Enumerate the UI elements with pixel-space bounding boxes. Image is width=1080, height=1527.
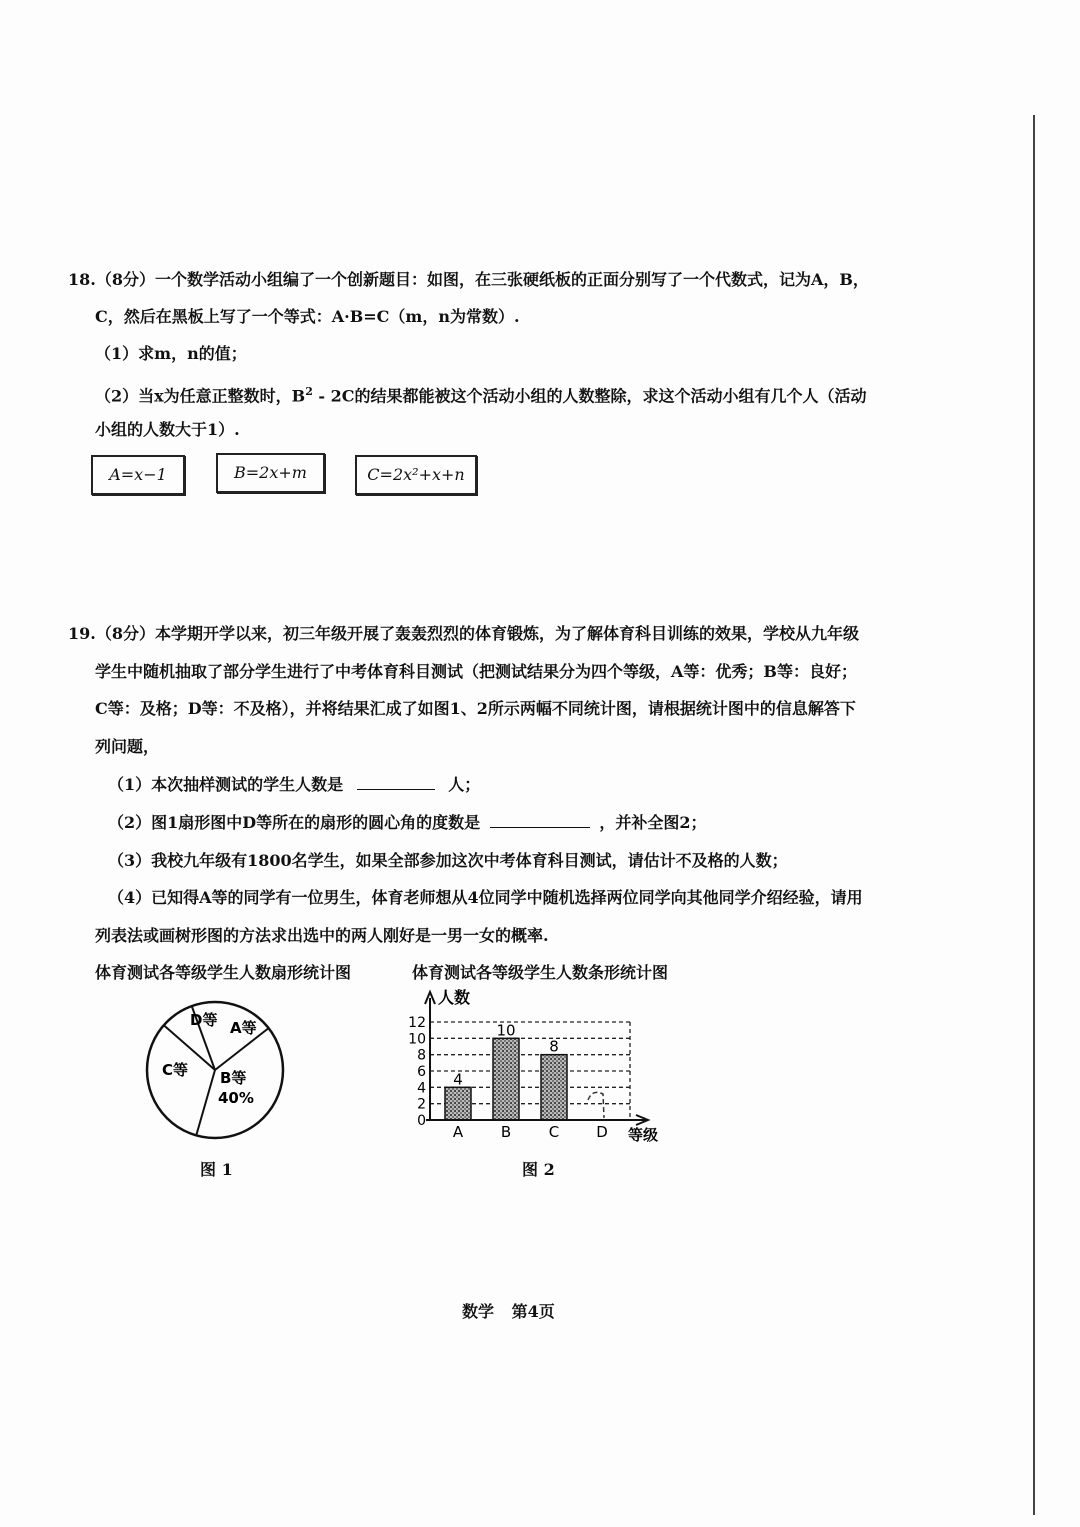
q18-part1: （1）求m，n的值； — [95, 344, 247, 363]
q19-part2-b: ，并补全图2； — [599, 813, 707, 832]
bar-value-label-C: 8 — [549, 1037, 559, 1056]
bar-chart-title: 体育测试各等级学生人数条形统计图 — [412, 963, 669, 982]
fig1-caption: 图 1 — [200, 1160, 233, 1179]
y-tick-label-0: 0 — [417, 1113, 426, 1129]
q18-part2-sup: 2 — [305, 385, 313, 398]
bar-A — [445, 1087, 471, 1120]
y-tick-label-2: 2 — [417, 1096, 426, 1113]
y-tick-label-12: 12 — [408, 1015, 426, 1031]
answer-blank-1[interactable] — [357, 775, 435, 790]
bar-value-label-B: 10 — [496, 1021, 516, 1040]
bar-y-label: 人数 — [438, 988, 471, 1007]
card-c: C=2x²+x+n — [355, 455, 477, 495]
card-a: A=x−1 — [91, 455, 185, 495]
bar-C — [541, 1055, 567, 1120]
x-tick-label-D: D — [596, 1123, 608, 1141]
q19-line4: 列问题， — [95, 737, 160, 756]
q19-part3: （3）我校九年级有1800名学生，如果全部参加这次中考体育科目测试，请估计不及格的人数； — [108, 851, 788, 870]
bar-x-label: 等级 — [628, 1126, 659, 1142]
bar-y-ticks — [408, 1015, 426, 1129]
q19-part4: （4）已知得A等的同学有一位男生，体育老师想从4位同学中随机选择两位同学向其他同学介绍经验，请用 — [108, 888, 863, 907]
q19-line1: 19.（8分）本学期开学以来，初三年级开展了轰轰烈烈的体育锻炼，为了解体育科目训练的效果，学校从九年级 — [68, 624, 859, 643]
pie-label-b: B等 — [220, 1069, 247, 1087]
bar-B — [493, 1038, 519, 1120]
pie-label-b-percent: 40% — [218, 1089, 254, 1107]
x-tick-label-B: B — [500, 1123, 512, 1141]
q19-part4-cont: 列表法或画树形图的方法求出选中的两人刚好是一男一女的概率. — [95, 926, 549, 945]
page-edge-line — [1033, 115, 1035, 1515]
q18-line1: 18.（8分）一个数学活动小组编了一个创新题目：如图，在三张硬纸板的正面分别写了一个代数式，记为A，B， — [68, 270, 869, 289]
q19-part1 — [108, 775, 480, 795]
page-footer: 数学 第4页 — [462, 1302, 555, 1321]
q19-part1-a: （1）本次抽样测试的学生人数是 — [108, 775, 344, 794]
pie-divider-2 — [196, 1070, 215, 1135]
bar-marks — [445, 1021, 608, 1141]
answer-blank-2[interactable] — [490, 813, 590, 828]
bar-chart — [398, 982, 673, 1142]
pie-chart-title: 体育测试各等级学生人数扇形统计图 — [95, 963, 352, 982]
y-tick-label-8: 8 — [417, 1047, 426, 1064]
q18-line2: C，然后在黑板上写了一个等式：A·B=C（m，n为常数）. — [95, 307, 520, 326]
bar-value-label-A: 4 — [453, 1070, 463, 1089]
q19-part1-b: 人； — [448, 775, 481, 794]
q18-part2-a: （2）当x为任意正整数时，B — [95, 386, 306, 406]
q19-part2-a: （2）图1扇形图中D等所在的扇形的圆心角的度数是 — [108, 813, 481, 832]
x-tick-label-A: A — [452, 1123, 464, 1141]
pie-chart — [140, 995, 290, 1145]
q19-part2 — [108, 813, 706, 833]
x-tick-label-C: C — [548, 1123, 560, 1141]
q18-part2-b: - 2C的结果都能被这个活动小组的人数整除，求这个活动小组有几个人（活动 — [312, 386, 867, 406]
pie-label-d: D等 — [190, 1011, 218, 1029]
q19-line2: 学生中随机抽取了部分学生进行了中考体育科目测试（把测试结果分为四个等级，A等：优秀；B等：良好； — [95, 662, 857, 681]
q18-part2-cont: 小组的人数大于1）. — [95, 420, 240, 439]
fig2-caption: 图 2 — [522, 1160, 555, 1179]
y-tick-label-10: 10 — [408, 1031, 426, 1048]
pie-label-a: A等 — [230, 1019, 257, 1037]
q18-part2 — [95, 382, 867, 406]
card-b: B=2x+m — [216, 453, 325, 493]
y-tick-label-6: 6 — [417, 1064, 426, 1080]
q19-line3: C等：及格；D等：不及格），并将结果汇成了如图1、2所示两幅不同统计图，请根据统计图中的信息解答下 — [95, 699, 856, 718]
y-tick-label-4: 4 — [417, 1080, 426, 1097]
pie-label-c: C等 — [162, 1061, 189, 1079]
d-bar-partial-sketch — [588, 1092, 604, 1118]
